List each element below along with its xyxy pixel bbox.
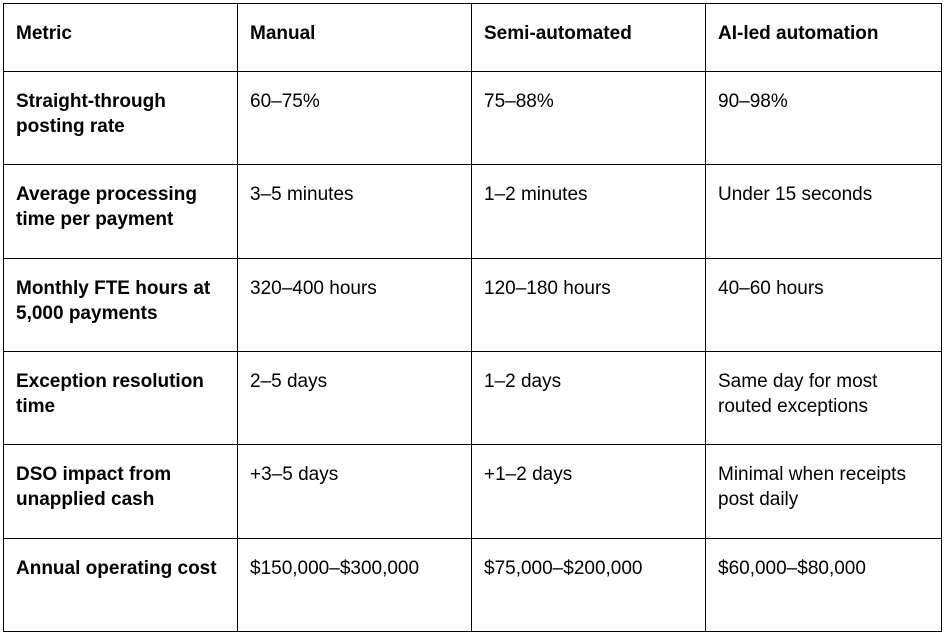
table-row xyxy=(4,351,942,444)
manual-cell: 320–400 hours xyxy=(238,258,472,351)
manual-cell: 3–5 minutes xyxy=(238,165,472,258)
table-row xyxy=(4,445,942,538)
table-row xyxy=(4,538,942,631)
manual-cell: 2–5 days xyxy=(238,351,472,444)
metric-cell: Annual operating cost xyxy=(4,538,238,631)
semi-automated-cell: 1–2 days xyxy=(472,351,706,444)
metric-cell: Monthly FTE hours at 5,000 payments xyxy=(4,258,238,351)
table-row xyxy=(4,165,942,258)
metric-cell: Exception resolution time xyxy=(4,351,238,444)
comparison-table-container xyxy=(3,3,941,632)
ai-led-cell: 40–60 hours xyxy=(706,258,942,351)
semi-automated-cell: 120–180 hours xyxy=(472,258,706,351)
ai-led-cell: Minimal when receipts post daily xyxy=(706,445,942,538)
header-metric: Metric xyxy=(4,4,238,72)
table-header-row xyxy=(4,4,942,72)
ai-led-cell: Under 15 seconds xyxy=(706,165,942,258)
manual-cell: 60–75% xyxy=(238,72,472,165)
metric-cell: Straight-through posting rate xyxy=(4,72,238,165)
header-semi-automated: Semi-automated xyxy=(472,4,706,72)
metric-cell: Average processing time per payment xyxy=(4,165,238,258)
manual-cell: +3–5 days xyxy=(238,445,472,538)
table-row xyxy=(4,258,942,351)
ai-led-cell: 90–98% xyxy=(706,72,942,165)
automation-comparison-table xyxy=(3,3,942,632)
semi-automated-cell: +1–2 days xyxy=(472,445,706,538)
table-row xyxy=(4,72,942,165)
metric-cell: DSO impact from unapplied cash xyxy=(4,445,238,538)
semi-automated-cell: 75–88% xyxy=(472,72,706,165)
ai-led-cell: $60,000–$80,000 xyxy=(706,538,942,631)
ai-led-cell: Same day for most routed exceptions xyxy=(706,351,942,444)
header-manual: Manual xyxy=(238,4,472,72)
semi-automated-cell: $75,000–$200,000 xyxy=(472,538,706,631)
manual-cell: $150,000–$300,000 xyxy=(238,538,472,631)
header-ai-led-automation: AI-led automation xyxy=(706,4,942,72)
semi-automated-cell: 1–2 minutes xyxy=(472,165,706,258)
